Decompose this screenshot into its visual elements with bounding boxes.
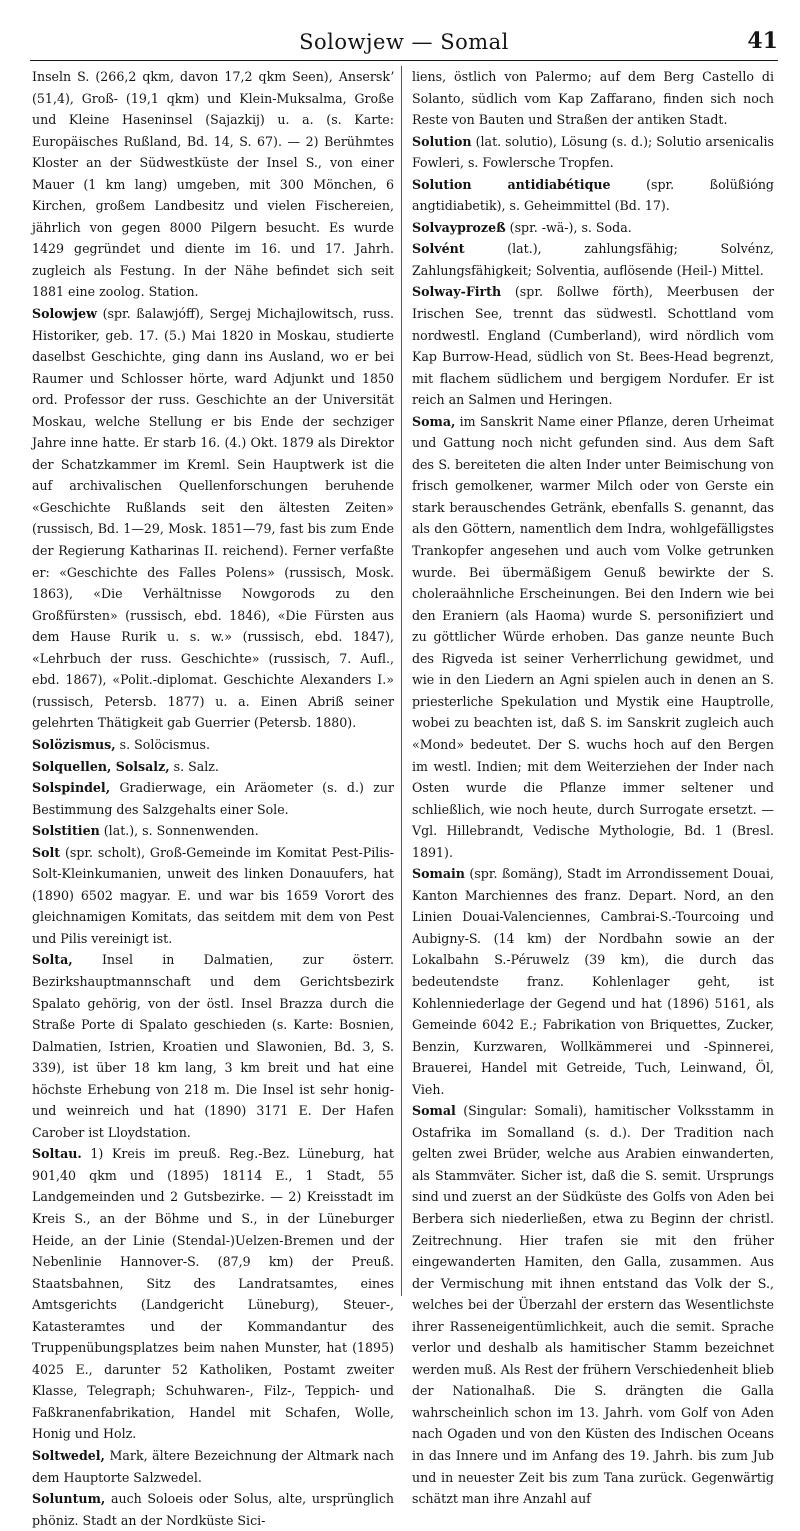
left-column <box>32 66 394 1531</box>
entry <box>412 131 774 174</box>
entry <box>412 238 774 281</box>
running-title: Solowjew — Somal <box>299 30 509 54</box>
entry-text: auch Soloeis oder Solus, alte, ursprünglich phöniz. Stadt an der Nordküste Sici- <box>32 1491 394 1528</box>
right-column <box>412 66 774 1510</box>
entry <box>412 863 774 1100</box>
entry <box>32 842 394 950</box>
entry-headword: Solt <box>32 844 61 860</box>
running-header <box>30 30 778 56</box>
entry-headword: Solowjew <box>32 306 97 322</box>
entry <box>32 1488 394 1531</box>
entry-headword: Soltwedel, <box>32 1448 105 1463</box>
entry-headword: Soma, <box>412 413 456 429</box>
entry-headword: Solquellen, Solsalz, <box>32 758 170 774</box>
entry <box>412 174 774 217</box>
entry-text: Inseln S. (266,2 qkm, davon 17,2 qkm Seen), Anserskʼ (51,4), Groß- (19,1 qkm) und Klein-Muksalma, Große und Kleine Haseninsel (Sajazkij) u. a. (s. Karte: Europäisches Rußland, Bd. 14, S. 67). — 2) Berühmtes Kloster an der Südwestküste der Insel S., von einer Mauer (1 km lang) umgeben, mit 300 Mönchen, 6 Kirchen, großem Landbesitz und vielen Fischereien, jährlich von gegen 8000 Pilgern besucht. Es wurde 1429 gegründet und diente im 16. und 17. Jahrh. zugleich als Festung. In der Nähe befindet sich seit 1881 eine zoolog. Station. <box>32 69 394 300</box>
entry-text: (spr. ßollwe förth), Meerbusen der Irischen See, trennt das südwestl. Schottland vom nordwestl. England (Cumberland), wird nördlich vom Kap Burrow-Head, südlich von St. Bees-Head begrenzt, mit flachem südlichem und bergigem Nordufer. Er ist reich an Salmen und Heringen. <box>412 284 774 408</box>
entry <box>412 411 774 863</box>
entry-text: (spr. ßolüßióng angtidiabetik), s. Geheimmittel (Bd. 17). <box>412 176 774 214</box>
entry-headword: Solözismus, <box>32 736 116 752</box>
entry <box>32 756 394 778</box>
entry-text: (spr. ßomäng), Stadt im Arrondissement Douai, Kanton Marchiennes des franz. Depart. Nord, an den Linien Douai-Valenciennes, Cambrai-S.-Tourcoing und Aubigny-S. (14 km) der Nordbahn sowie an der Lokalbahn S.-Péruwelz (39 km), die durch das bedeutendste franz. Kohlenlager geht, ist Kohlenniederlage der Gegend und hat (1896) 5161, als Gemeinde 6042 E.; Fabrikation von Briquettes, Zucker, Benzin, Kurzwaren, Wollkämmerei und -Spinnerei, Brauerei, Handel mit Getreide, Tuch, Leinwand, Öl, Vieh. <box>412 866 774 1097</box>
header-rule <box>30 60 778 61</box>
entry <box>32 66 394 303</box>
entry-text: (spr. scholt), Groß-Gemeinde im Komitat Pest-Pilis-Solt-Kleinkumanien, unweit des linken Donauufers, hat (1890) 6502 magyar. E. und war bis 1659 Vorort des gleichnamigen Komitats, das seitdem mit dem von Pest und Pilis vereinigt ist. <box>32 844 394 946</box>
entry-text: Gradierwage, ein Aräometer (s. d.) zur Bestimmung des Salzgehalts einer Sole. <box>32 780 394 817</box>
entry-text: 1) Kreis im preuß. Reg.-Bez. Lüneburg, hat 901,40 qkm und (1895) 18114 E., 1 Stadt, 55 Landgemeinden und 2 Gutsbezirke. — 2) Kreisstadt im Kreis S., an der Böhme und S., in der Lüneburger Heide, an der Linie (Stendal-)Uelzen-Bremen und der Nebenlinie Hannover-S. (87,9 km) der Preuß. Staatsbahnen, Sitz des Landratsamtes, eines Amtsgerichts (Landgericht Lüneburg), Steuer-, Katasteramtes und der Kommandantur des Truppenübungsplatzes beim nahen Munster, hat (1895) 4025 E., darunter 52 Katholiken, Postamt zweiter Klasse, Telegraph; Schuhwaren-, Filz-, Teppich- und Faßkranenfabrikation, Handel mit Schafen, Wolle, Honig und Holz. <box>32 1146 394 1442</box>
entry <box>32 303 394 734</box>
entry-text: s. Solöcismus. <box>115 736 211 752</box>
entry-headword: Solstitien <box>32 823 100 839</box>
entry <box>32 1445 394 1488</box>
entry-headword: Solway-Firth <box>412 284 502 300</box>
entry-headword: Solution antidiabétique <box>412 176 611 192</box>
entry <box>32 777 394 820</box>
entry-text: (spr. ßalawjóff), Sergej Michajlowitsch, russ. Historiker, geb. 17. (5.) Mai 1820 in Moskau, studierte daselbst Geschichte, ging dann ins Ausland, wo er bei Raumer und Schlosser hörte, ward Adjunkt und 1850 ord. Professor der russ. Geschichte an der Universität Moskau, welche Stellung er bis Ende der sechziger Jahre inne hatte. Er starb 16. (4.) Okt. 1879 als Direktor der Schatzkammer im Kreml. Sein Hauptwerk ist die auf archivalischen Quellenforschungen beruhende «Geschichte Rußlands seit den ältesten Zeiten» (russisch, Bd. 1—29, Mosk. 1851—79, fast bis zum Ende der Regierung Katharinas II. reichend). Ferner verfaßte er: «Geschichte des Falles Polens» (russisch, Mosk. 1863), «Die Verhältnisse Nowgorods zu den Großfürsten» (russisch, ebd. 1846), «Die Fürsten aus dem Hause Rurik u. s. w.» (russisch, ebd. 1847), «Lehrbuch der russ. Geschichte» (russisch, 7. Aufl., ebd. 1867), «Polit.-diplomat. Geschichte Alexanders I.» (russisch, Petersb. 1877) u. a. Einen Abriß seiner gelehrten Thätigkeit gab Guerrier (Petersb. 1880). <box>32 306 394 731</box>
entry <box>412 281 774 410</box>
entry-text: (lat.), zahlungsfähig; Solvénz, Zahlungsfähigkeit; Solventia, auflösende (Heil-) Mittel. <box>412 241 774 278</box>
entry-headword: Solvént <box>412 241 465 257</box>
entry-text: im Sanskrit Name einer Pflanze, deren Urheimat und Gattung noch nicht gefunden sind. Aus dem Saft des S. bereiteten die alten Inder unter Beimischung von frisch gemolkener, warmer Milch oder von Gerste ein stark berauschendes Getränk, ebenfalls S. genannt, das als den Göttern, namentlich dem Indra, wohlgefälligstes Trankopfer angesehen und auch vom Volke getrunken wurde. Bei übermäßigem Genuß bewirkte der S. choleraähnliche Erscheinungen. Bei den Indern wie bei den Eraniern (als Haoma) wurde S. personifiziert und zu göttlicher Würde erhoben. Das ganze neunte Buch des Rigveda ist seiner Verherrlichung gewidmet, und wie in den Liedern an Agni spielen auch in denen an S. priesterliche Spekulation und Mystik eine Hauptrolle, wobei zu beachten ist, daß S. im Sanskrit zugleich auch «Mond» bedeutet. Der S. wuchs hoch auf den Bergen im westl. Indien; mit dem Weiterziehen der Inder nach Osten wurde die Pflanze immer seltener und schließlich, wie noch heute, durch Surrogate ersetzt. — Vgl. Hillebrandt, Vedische Mythologie, Bd. 1 (Bresl. 1891). <box>412 413 774 860</box>
entry-text: (lat. solutio), Lösung (s. d.); Solutio arsenicalis Fowleri, s. Fowlersche Tropfen. <box>412 133 774 171</box>
entry-text: (Singular: Somali), hamitischer Volksstamm in Ostafrika im Somalland (s. d.). Der Tradition nach gelten zwei Brüder, welche aus Arabien einwanderten, als Stammväter. Sicher ist, daß die S. semit. Ursprungs sind und zuerst an der Südküste des Golfs von Aden bei Berbera sich niederließen, etwa zu Beginn der christl. Zeitrechnung. Hier trafen sie mit den früher eingewanderten Hamiten, den Galla, zusammen. Aus der Vermischung mit ihnen entstand das Volk der S., welches bei der Überzahl der erstern das Wesentlichste ihrer Rasseneigentümlichkeit, auch die semit. Sprache verlor und deshalb als hamitischer Stamm bezeichnet werden muß. Als Rest der frühern Verschiedenheit blieb der Nationalhaß. Die S. drängten die Galla wahrscheinlich schon im 13. Jahrh. vom Golf von Aden nach Ogaden und von den Küsten des Indischen Oceans in das Innere und im Anfang des 19. Jahrh. bis zum Jub und in neuester Zeit bis zum Tana zurück. Gegenwärtig schätzt man ihre Anzahl auf <box>412 1103 774 1507</box>
entry-text: (lat.), s. Sonnenwenden. <box>99 823 259 839</box>
column-divider <box>401 66 402 1296</box>
entry <box>412 217 774 239</box>
entry <box>32 734 394 756</box>
entry-text: (spr. -wä-), s. Soda. <box>505 219 632 235</box>
page-number: 41 <box>747 28 778 54</box>
entry-headword: Soltau. <box>32 1146 82 1162</box>
entry-headword: Solvayprozeß <box>412 219 506 235</box>
entry-headword: Solspindel, <box>32 780 111 796</box>
entry-headword: Somal <box>412 1103 456 1119</box>
entry <box>32 1143 394 1445</box>
entry-headword: Solta, <box>32 952 73 968</box>
entry-text: Insel in Dalmatien, zur österr. Bezirkshauptmannschaft und dem Gerichtsbezirk Spalato gehörig, von der östl. Insel Brazza durch die Straße Porte di Spalato geschieden (s. Karte: Bosnien, Dalmatien, Istrien, Kroatien und Slawonien, Bd. 3, S. 339), ist über 18 km lang, 3 km breit und hat eine höchste Erhebung von 218 m. Die Insel ist sehr honig- und weinreich und hat (1890) 3171 E. Der Hafen Carober ist Lloydstation. <box>32 952 394 1140</box>
entry <box>412 66 774 131</box>
entry-headword: Soluntum, <box>32 1491 106 1507</box>
entry-text: Mark, ältere Bezeichnung der Altmark nach dem Hauptorte Salzwedel. <box>32 1448 394 1485</box>
entry-text: liens, östlich von Palermo; auf dem Berg Castello di Solanto, südlich vom Kap Zaffarano, finden sich noch Reste von Bauten und Straßen der antiken Stadt. <box>412 69 774 128</box>
entry-text: s. Salz. <box>169 758 219 774</box>
entry-headword: Somain <box>412 866 465 882</box>
entry <box>32 949 394 1143</box>
entry <box>32 820 394 842</box>
entry-headword: Solution <box>412 133 472 149</box>
